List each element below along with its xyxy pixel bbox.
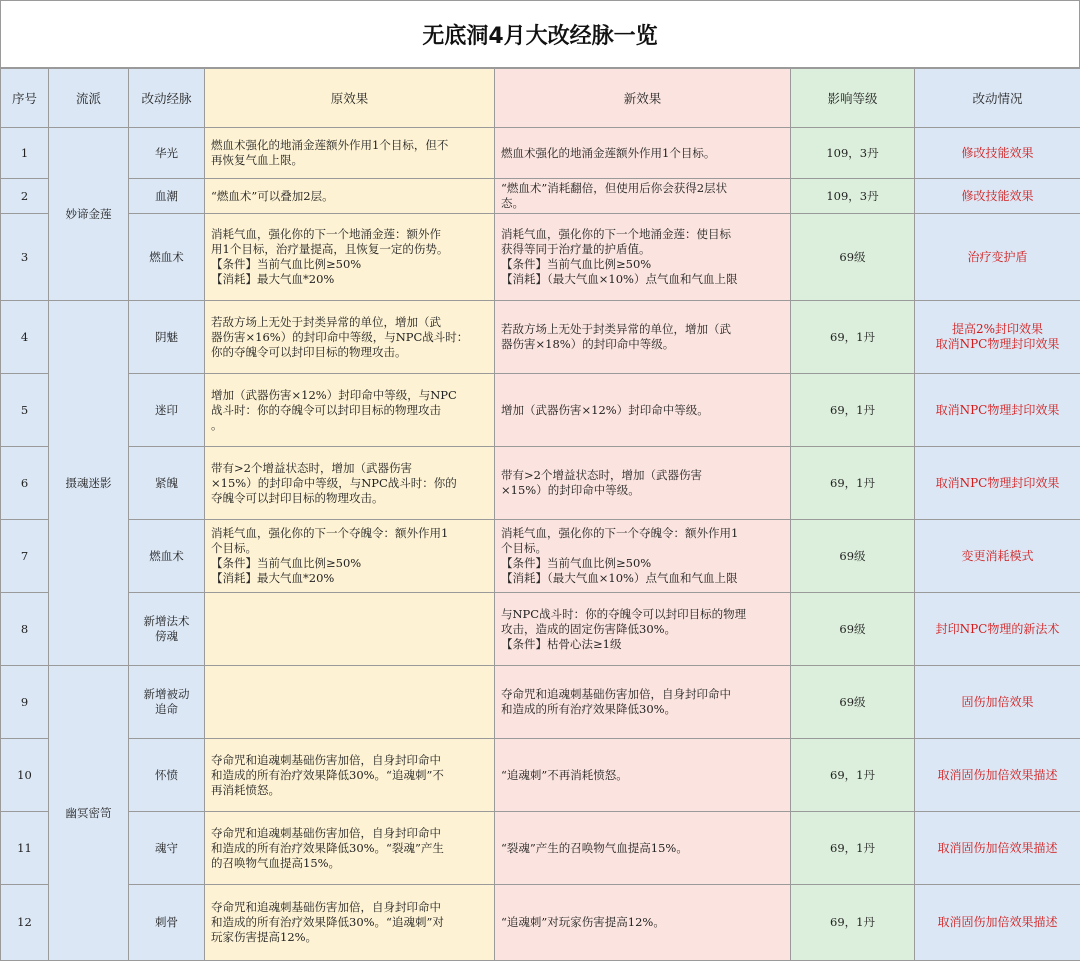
text-line: 夺魄令可以封印目标的物理攻击。 bbox=[211, 490, 384, 505]
table-row bbox=[1, 593, 1080, 666]
table-row bbox=[1, 447, 1080, 520]
row-number: 9 bbox=[1, 666, 49, 739]
new-effect bbox=[495, 812, 791, 885]
change-description bbox=[915, 739, 1080, 812]
meridian-name bbox=[129, 593, 205, 666]
text-line: 燃血术强化的地涌金莲额外作用1个目标，但不 bbox=[211, 138, 449, 152]
text-line: “追魂刺”对玩家伤害提高12%。 bbox=[501, 915, 665, 929]
new-effect bbox=[495, 179, 791, 214]
text-line: 取消固伤加倍效果描述 bbox=[937, 915, 1058, 929]
text-line: 的召唤物气血提高15%。 bbox=[211, 855, 341, 870]
meridian-name bbox=[129, 128, 205, 179]
text-line: 增加（武器伤害×12%）封印命中等级。 bbox=[501, 402, 709, 417]
new-effect bbox=[495, 739, 791, 812]
change-description bbox=[915, 812, 1080, 885]
impact-level: 69，1丹 bbox=[791, 301, 915, 374]
change-description bbox=[915, 593, 1080, 666]
original-effect bbox=[205, 179, 495, 214]
header-original-effect: 原效果 bbox=[205, 69, 495, 128]
original-effect bbox=[205, 739, 495, 812]
text-line: 若敌方场上无处于封类异常的单位，增加（武 bbox=[211, 314, 441, 329]
text-line: 你的夺魄令可以封印目标的物理攻击。 bbox=[211, 344, 407, 359]
original-effect bbox=[205, 128, 495, 179]
change-description bbox=[915, 374, 1080, 447]
new-effect bbox=[495, 128, 791, 179]
table-row bbox=[1, 812, 1080, 885]
text-line: 取消NPC物理封印效果 bbox=[935, 402, 1060, 417]
table-row bbox=[1, 520, 1080, 593]
text-line: 取消NPC物理封印效果 bbox=[935, 475, 1060, 490]
text-line: 血潮 bbox=[155, 188, 178, 203]
original-effect bbox=[205, 301, 495, 374]
impact-level: 69级 bbox=[791, 593, 915, 666]
text-line: ×15%）的封印命中等级。 bbox=[501, 483, 640, 497]
change-description bbox=[915, 666, 1080, 739]
text-line: 燃血术强化的地涌金莲额外作用1个目标。 bbox=[501, 145, 716, 160]
school-cell: 幽冥密笥 bbox=[49, 666, 129, 961]
change-description bbox=[915, 301, 1080, 374]
text-line: 取消固伤加倍效果描述 bbox=[937, 840, 1058, 855]
text-line: 【消耗】最大气血*20% bbox=[211, 272, 335, 286]
table-row bbox=[1, 214, 1080, 301]
table-row bbox=[1, 739, 1080, 812]
impact-level: 69，1丹 bbox=[791, 447, 915, 520]
text-line: 个目标。 bbox=[501, 541, 547, 555]
text-line: 夺命咒和追魂刺基础伤害加倍，自身封印命中 bbox=[211, 825, 441, 840]
text-line: “燃血术”消耗翻倍，但使用后你会获得2层状 bbox=[501, 181, 728, 195]
header-change: 改动情况 bbox=[915, 69, 1080, 128]
original-effect bbox=[205, 374, 495, 447]
change-description bbox=[915, 179, 1080, 214]
header-row bbox=[1, 69, 1080, 128]
text-line: 消耗气血，强化你的下一个地涌金莲：额外作 bbox=[211, 227, 441, 241]
meridian-name bbox=[129, 666, 205, 739]
impact-level: 109，3丹 bbox=[791, 179, 915, 214]
original-effect bbox=[205, 214, 495, 301]
text-line: 消耗气血，强化你的下一个夺魄令：额外作用1 bbox=[211, 526, 449, 540]
table-body bbox=[1, 128, 1080, 961]
text-line: 【消耗】最大气血*20% bbox=[211, 571, 335, 585]
row-number: 12 bbox=[1, 885, 49, 961]
impact-level: 69级 bbox=[791, 666, 915, 739]
text-line: 夺命咒和追魂刺基础伤害加倍，自身封印命中 bbox=[211, 900, 441, 914]
text-line: “裂魂”产生的召唤物气血提高15%。 bbox=[501, 840, 688, 855]
new-effect bbox=[495, 214, 791, 301]
impact-level: 69，1丹 bbox=[791, 374, 915, 447]
text-line: 迷印 bbox=[155, 402, 178, 417]
text-line: 玩家伤害提高12%。 bbox=[211, 930, 318, 944]
text-line: 傍魂 bbox=[155, 629, 178, 643]
new-effect bbox=[495, 301, 791, 374]
new-effect bbox=[495, 666, 791, 739]
school-cell: 妙谛金莲 bbox=[49, 128, 129, 301]
meridian-name bbox=[129, 447, 205, 520]
header-school: 流派 bbox=[49, 69, 129, 128]
text-line: 新增被动 bbox=[143, 687, 190, 701]
school-cell: 摄魂迷影 bbox=[49, 301, 129, 666]
original-effect bbox=[205, 593, 495, 666]
text-line: 和造成的所有治疗效果降低30%。“裂魂”产生 bbox=[211, 840, 444, 855]
change-description bbox=[915, 520, 1080, 593]
page-title: 无底洞4月大改经脉一览 bbox=[0, 0, 1080, 68]
original-effect bbox=[205, 520, 495, 593]
row-number: 5 bbox=[1, 374, 49, 447]
table-row bbox=[1, 885, 1080, 961]
text-line: 治疗变护盾 bbox=[967, 249, 1028, 264]
meridian-name bbox=[129, 301, 205, 374]
original-effect bbox=[205, 885, 495, 961]
impact-level: 69级 bbox=[791, 214, 915, 301]
change-description bbox=[915, 214, 1080, 301]
impact-level: 69，1丹 bbox=[791, 812, 915, 885]
text-line: 夺命咒和追魂刺基础伤害加倍，自身封印命中 bbox=[501, 687, 731, 701]
text-line: 紧魄 bbox=[155, 475, 178, 490]
impact-level: 69，1丹 bbox=[791, 885, 915, 961]
original-effect bbox=[205, 447, 495, 520]
text-line: 魂守 bbox=[155, 840, 178, 855]
text-line: 器伤害×18%）的封印命中等级。 bbox=[501, 337, 675, 351]
text-line: 夺命咒和追魂刺基础伤害加倍，自身封印命中 bbox=[211, 752, 441, 767]
text-line: ×15%）的封印命中等级，与NPC战斗时：你的 bbox=[211, 475, 457, 490]
row-number: 2 bbox=[1, 179, 49, 214]
text-line: 华光 bbox=[155, 145, 178, 160]
meridian-name bbox=[129, 739, 205, 812]
text-line: 刺骨 bbox=[155, 915, 178, 929]
meridian-change-table bbox=[0, 68, 1080, 961]
new-effect bbox=[495, 593, 791, 666]
row-number: 10 bbox=[1, 739, 49, 812]
text-line: 【条件】枯骨心法≥1级 bbox=[501, 636, 622, 651]
text-line: 取消NPC物理封印效果 bbox=[935, 337, 1060, 351]
text-line: 燃血术 bbox=[149, 548, 184, 563]
meridian-name bbox=[129, 812, 205, 885]
table-row bbox=[1, 128, 1080, 179]
text-line: 取消固伤加倍效果描述 bbox=[937, 767, 1058, 782]
table-row bbox=[1, 374, 1080, 447]
row-number: 1 bbox=[1, 128, 49, 179]
change-description bbox=[915, 128, 1080, 179]
row-number: 8 bbox=[1, 593, 49, 666]
text-line: 燃血术 bbox=[149, 249, 184, 264]
text-line: 增加（武器伤害×12%）封印命中等级，与NPC bbox=[211, 387, 457, 402]
meridian-name bbox=[129, 520, 205, 593]
header-new-effect: 新效果 bbox=[495, 69, 791, 128]
row-number: 3 bbox=[1, 214, 49, 301]
text-line: 修改技能效果 bbox=[961, 188, 1034, 203]
text-line: 追命 bbox=[155, 702, 178, 716]
new-effect bbox=[495, 374, 791, 447]
text-line: 带有>2个增益状态时，增加（武器伤害 bbox=[501, 468, 702, 482]
text-line: 和造成的所有治疗效果降低30%。 bbox=[501, 702, 677, 716]
new-effect bbox=[495, 520, 791, 593]
text-line: 【条件】当前气血比例≥50% bbox=[501, 257, 652, 271]
text-line: 【条件】当前气血比例≥50% bbox=[501, 556, 652, 570]
header-num: 序号 bbox=[1, 69, 49, 128]
text-line: “追魂刺”不再消耗愤怒。 bbox=[501, 767, 628, 782]
text-line: 带有>2个增益状态时，增加（武器伤害 bbox=[211, 460, 412, 475]
original-effect bbox=[205, 666, 495, 739]
text-line: 攻击，造成的固定伤害降低30%。 bbox=[501, 621, 677, 636]
meridian-name bbox=[129, 374, 205, 447]
text-line: 封印NPC物理的新法术 bbox=[935, 621, 1060, 636]
text-line: 再消耗愤怒。 bbox=[211, 782, 280, 797]
text-line: 【消耗】（最大气血×10%）点气血和气血上限 bbox=[501, 272, 738, 286]
text-line: 变更消耗模式 bbox=[961, 548, 1034, 563]
meridian-name bbox=[129, 179, 205, 214]
row-number: 6 bbox=[1, 447, 49, 520]
table-row bbox=[1, 179, 1080, 214]
text-line: 再恢复气血上限。 bbox=[211, 153, 303, 167]
row-number: 7 bbox=[1, 520, 49, 593]
text-line: 若敌方场上无处于封类异常的单位，增加（武 bbox=[501, 322, 731, 336]
text-line: 【条件】当前气血比例≥50% bbox=[211, 257, 362, 271]
impact-level: 69，1丹 bbox=[791, 739, 915, 812]
text-line: 和造成的所有治疗效果降低30%。“追魂刺”对 bbox=[211, 915, 444, 929]
header-level: 影响等级 bbox=[791, 69, 915, 128]
text-line: 【条件】当前气血比例≥50% bbox=[211, 556, 362, 570]
text-line: 态。 bbox=[501, 196, 524, 210]
text-line: 【消耗】（最大气血×10%）点气血和气血上限 bbox=[501, 571, 738, 585]
text-line: 修改技能效果 bbox=[961, 145, 1034, 160]
text-line: 怀愤 bbox=[155, 767, 178, 782]
header-meridian: 改动经脉 bbox=[129, 69, 205, 128]
table-row bbox=[1, 666, 1080, 739]
text-line: 用1个目标，治疗量提高，且恢复一定的伤势。 bbox=[211, 242, 449, 256]
table-row bbox=[1, 301, 1080, 374]
text-line: 战斗时：你的夺魄令可以封印目标的物理攻击 bbox=[211, 402, 441, 417]
impact-level: 109，3丹 bbox=[791, 128, 915, 179]
meridian-name bbox=[129, 214, 205, 301]
change-description bbox=[915, 885, 1080, 961]
text-line: 消耗气血，强化你的下一个夺魄令：额外作用1 bbox=[501, 526, 739, 540]
text-line: “燃血术”可以叠加2层。 bbox=[211, 188, 334, 203]
new-effect bbox=[495, 885, 791, 961]
row-number: 11 bbox=[1, 812, 49, 885]
row-number: 4 bbox=[1, 301, 49, 374]
text-line: 消耗气血，强化你的下一个地涌金莲：使目标 bbox=[501, 227, 731, 241]
text-line: 。 bbox=[211, 417, 223, 432]
original-effect bbox=[205, 812, 495, 885]
text-line: 获得等同于治疗量的护盾值。 bbox=[501, 242, 651, 256]
text-line: 提高2%封印效果 bbox=[951, 322, 1044, 336]
text-line: 和造成的所有治疗效果降低30%。“追魂刺”不 bbox=[211, 767, 444, 782]
text-line: 与NPC战斗时：你的夺魄令可以封印目标的物理 bbox=[501, 606, 747, 621]
impact-level: 69级 bbox=[791, 520, 915, 593]
text-line: 个目标。 bbox=[211, 541, 257, 555]
text-line: 新增法术 bbox=[143, 614, 190, 628]
text-line: 阴魅 bbox=[155, 329, 178, 344]
meridian-name bbox=[129, 885, 205, 961]
text-line: 器伤害×16%）的封印命中等级，与NPC战斗时： bbox=[211, 329, 469, 344]
text-line: 固伤加倍效果 bbox=[961, 694, 1034, 709]
change-description bbox=[915, 447, 1080, 520]
new-effect bbox=[495, 447, 791, 520]
